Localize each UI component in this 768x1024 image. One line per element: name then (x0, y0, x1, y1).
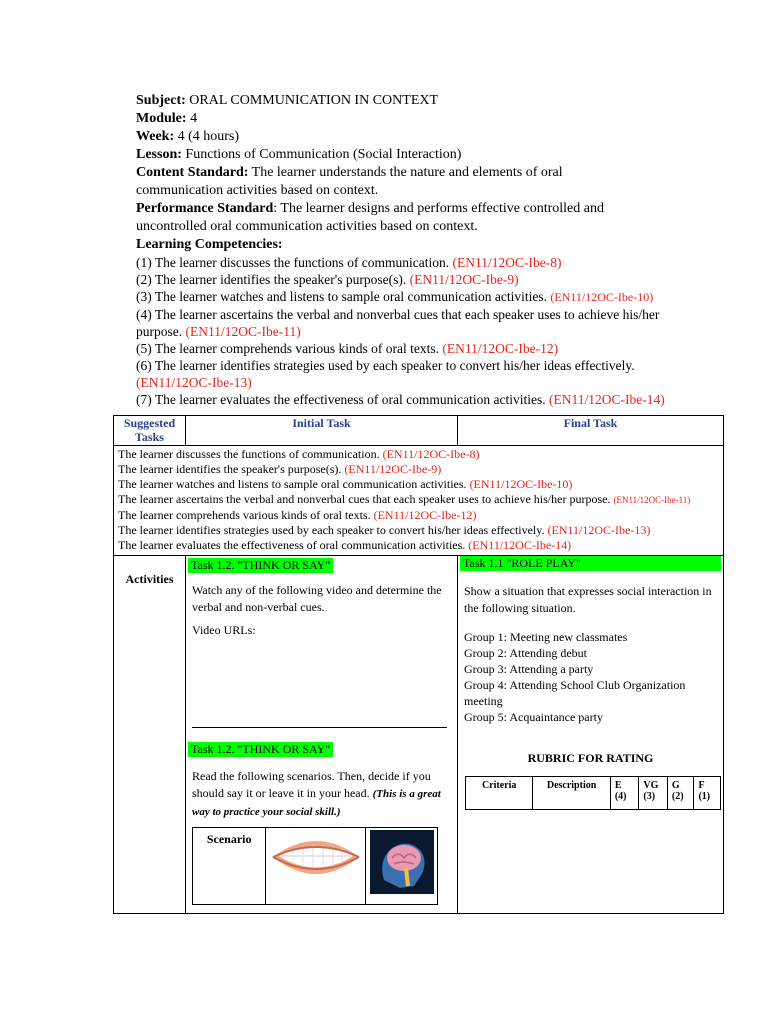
list-item: The learner evaluates the effectiveness of oral communication activities. (EN11/12OC-Ibe-14) (118, 538, 572, 552)
suggested-tasks-header: Suggested Tasks (114, 416, 186, 446)
task-label-think-or-say-2: Task 1.2. "THINK OR SAY" (188, 742, 333, 757)
rubric-description-header: Description (533, 777, 611, 810)
activities-label: Activities (114, 556, 186, 914)
task-instruction: Watch any of the following video and determine the verbal and non-verbal cues. (192, 583, 442, 614)
activities-row (114, 556, 724, 914)
rubric-e-header: E (4) (610, 777, 639, 810)
subject-value: ORAL COMMUNICATION IN CONTEXT (189, 93, 439, 108)
content-standard-label: Content Standard: (136, 165, 249, 180)
list-item: The learner discusses the functions of communication. (EN11/12OC-Ibe-8) (118, 447, 480, 461)
rubric-f-header: F (1) (694, 777, 721, 810)
final-task-cell (458, 556, 724, 914)
initial-task-header: Initial Task (186, 416, 458, 446)
module-label: Module: (136, 111, 187, 126)
rubric-criteria-header: Criteria (466, 777, 533, 810)
head-column (366, 828, 438, 905)
competency-item: (2) The learner identifies the speaker's purpose(s). (EN11/12OC-Ibe-9) (136, 272, 519, 287)
competency-item: (3) The learner watches and listens to sample oral communication activities. (EN11/12OC-Ibe-10) (136, 289, 654, 304)
competencies-label: Learning Competencies: (136, 237, 283, 252)
task-instruction-2: Read the following scenarios. Then, decide if you should say it or leave it in your head. (This is a great way to practice your social skill.) (192, 769, 441, 818)
rubric-title: RUBRIC FOR RATING (527, 751, 654, 765)
document-header (136, 92, 696, 408)
scenario-header: Scenario (193, 828, 266, 905)
lesson-value: Functions of Communication (Social Interaction) (185, 147, 462, 162)
brain-anatomy-image (370, 830, 434, 894)
divider-line (192, 727, 447, 728)
week-label: Week: (136, 129, 175, 144)
week-value: 4 (4 hours) (177, 129, 240, 144)
task-label-role-play: Task 1.1 "ROLE PLAY" (460, 556, 721, 571)
table-competency-list (114, 446, 724, 556)
list-item: The learner ascertains the verbal and nonverbal cues that each speaker uses to achieve his/her purpose. (EN11/12OC-Ibe-11) (118, 492, 691, 506)
say-column (266, 828, 366, 905)
performance-standard-label: Performance Standard (136, 201, 274, 216)
group-list (464, 629, 721, 725)
final-task-header: Final Task (458, 416, 724, 446)
smile-teeth-image (269, 829, 363, 889)
competency-item: (5) The learner comprehends various kinds of oral texts. (EN11/12OC-Ibe-12) (136, 341, 559, 356)
list-item: Group 2: Attending debut (464, 646, 587, 660)
list-item: The learner identifies strategies used by each speaker to convert his/her ideas effectively. (EN11/12OC-Ibe-13) (118, 523, 651, 537)
competency-item: (6) The learner identifies strategies used by each speaker to convert his/her ideas effectively. (EN11/12OC-Ibe-13) (136, 358, 635, 390)
table-header-row (114, 416, 724, 446)
content-standard-value: The learner understands the nature and elements of oral communication activities based on context. (136, 165, 563, 198)
rubric-table (465, 776, 721, 810)
performance-standard-value: : The learner designs and performs effective controlled and uncontrolled oral communication activities based on context. (136, 201, 604, 234)
task-note: (This is a great way to practice your social skill.) (192, 788, 441, 818)
list-item: The learner watches and listens to sample oral communication activities. (EN11/12OC-Ibe-10) (118, 477, 573, 491)
list-item: The learner identifies the speaker's purpose(s). (EN11/12OC-Ibe-9) (118, 462, 442, 476)
task-label-think-or-say: Task 1.2. "THINK OR SAY" (188, 558, 333, 573)
competency-item: (1) The learner discusses the functions of communication. (EN11/12OC-Ibe-8) (136, 255, 562, 270)
role-play-instruction: Show a situation that expresses social interaction in the following situation. (464, 584, 712, 615)
competency-item: (4) The learner ascertains the verbal and nonverbal cues that each speaker uses to achieve his/her purpose. (EN11/12OC-Ibe-11) (136, 307, 660, 339)
list-item: Group 3: Attending a party (464, 662, 594, 676)
list-item: Group 1: Meeting new classmates (464, 630, 628, 644)
list-item: Group 4: Attending School Club Organization meeting (464, 678, 686, 708)
competency-list (136, 254, 681, 408)
video-urls-label: Video URLs: (192, 623, 256, 637)
lesson-label: Lesson: (136, 147, 182, 162)
module-value: 4 (190, 111, 198, 126)
scenario-table (192, 827, 438, 905)
initial-task-cell (186, 556, 458, 914)
rubric-header-row (466, 777, 721, 810)
list-item: Group 5: Acquaintance party (464, 710, 603, 724)
lesson-table (113, 415, 724, 914)
subject-label: Subject: (136, 93, 186, 108)
rubric-g-header: G (2) (667, 777, 694, 810)
list-item: The learner comprehends various kinds of oral texts. (EN11/12OC-Ibe-12) (118, 508, 477, 522)
competency-item: (7) The learner evaluates the effectiveness of oral communication activities. (EN11/12OC-Ibe-14) (136, 392, 665, 407)
competencies-row (114, 446, 724, 556)
rubric-vg-header: VG (3) (639, 777, 668, 810)
